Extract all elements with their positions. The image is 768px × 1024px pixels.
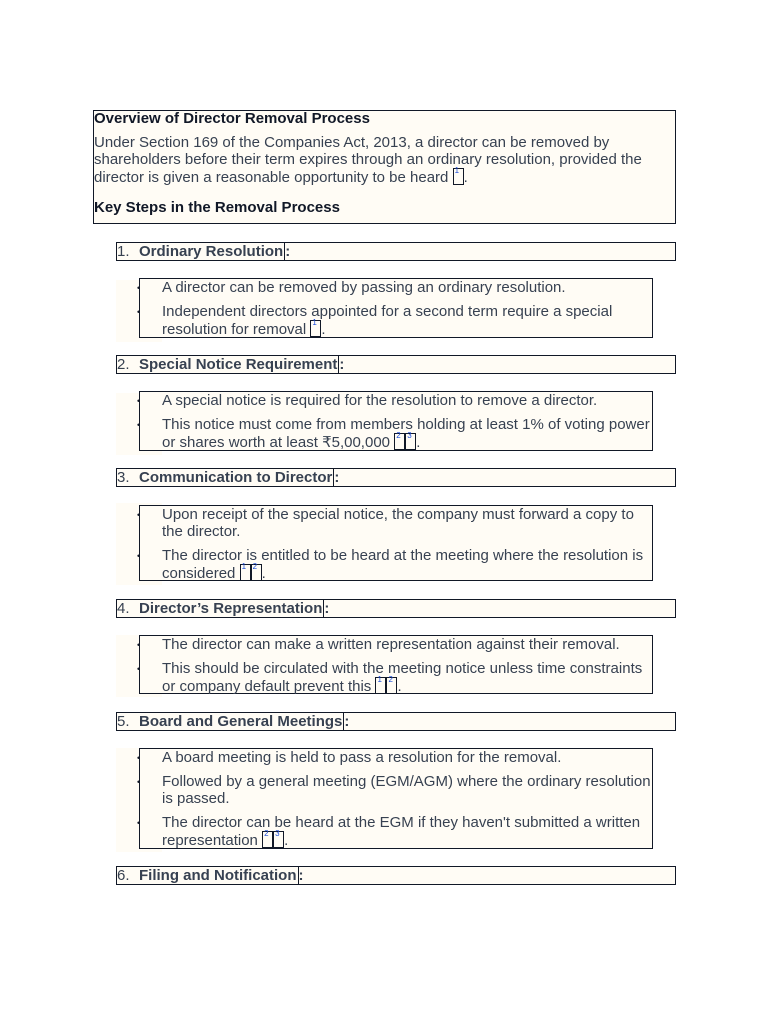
step-5 — [116, 712, 676, 731]
steps-heading: Key Steps in the Removal Process — [94, 199, 340, 216]
citation-link[interactable]: 3 — [273, 831, 284, 848]
step-header — [116, 468, 676, 487]
bullet-item: • A special notice is required for the resolution to remove a director. — [140, 392, 652, 409]
step-1-bullets — [139, 278, 653, 338]
document — [93, 110, 676, 884]
citation-link[interactable]: 1 — [375, 677, 386, 694]
step-number: 6. — [117, 867, 130, 884]
step-number: 1. — [117, 243, 130, 260]
step-2-bullets — [139, 391, 653, 451]
step-4 — [116, 599, 676, 618]
step-number: 5. — [117, 713, 130, 730]
bullet-item: • This notice must come from members holding at least 1% of voting power or shares worth at least ₹5,00,000 2 3 . — [140, 416, 652, 451]
step-title: Ordinary Resolution : — [139, 243, 291, 260]
step-title: Filing and Notification : — [139, 867, 304, 884]
step-header — [116, 242, 676, 261]
step-6 — [116, 866, 676, 885]
bullet-item: • A director can be removed by passing an ordinary resolution. — [140, 279, 652, 296]
citation-link[interactable]: 2 — [251, 564, 262, 581]
citation-link[interactable]: 1 — [453, 168, 464, 185]
citation-link[interactable]: 2 — [386, 677, 397, 694]
step-title: Communication to Director : — [139, 469, 340, 486]
step-header — [116, 866, 676, 885]
bullet-item: • Independent directors appointed for a second term require a special resolution for removal 1 . — [140, 303, 652, 338]
step-header — [116, 599, 676, 618]
overview-intro: Under Section 169 of the Companies Act, 2013, a director can be removed by shareholders before their term expires through an ordinary resolution, provided the director is given a reasonable opportunity to be heard 1 . — [94, 134, 642, 186]
citation-link[interactable]: 2 — [262, 831, 273, 848]
bullet-item: • Upon receipt of the special notice, the company must forward a copy to the director. — [140, 506, 652, 540]
overview-intro-text: Under Section 169 of the Companies Act, 2013, a director can be removed by shareholders before their term expires through an ordinary resolution, provided the director is given a reasonable opportunity to be heard — [94, 134, 642, 186]
step-5-bullets — [139, 748, 653, 849]
step-header — [116, 355, 676, 374]
overview-section — [93, 110, 676, 224]
step-3-bullets — [139, 505, 653, 581]
citation-link[interactable]: 3 — [405, 433, 416, 450]
step-3 — [116, 468, 676, 487]
bullet-item: • The director can be heard at the EGM if they haven't submitted a written representation 2 3 . — [140, 814, 652, 849]
overview-title: Overview of Director Removal Process — [94, 110, 370, 127]
step-header — [116, 712, 676, 731]
step-4-bullets — [139, 635, 653, 694]
bullet-item: • The director is entitled to be heard at the meeting where the resolution is considered 1 2 . — [140, 547, 652, 582]
step-number: 3. — [117, 469, 130, 486]
step-number: 2. — [117, 356, 130, 373]
step-title: Board and General Meetings : — [139, 713, 350, 730]
step-1 — [116, 242, 676, 261]
bullet-item: • Followed by a general meeting (EGM/AGM) where the ordinary resolution is passed. — [140, 773, 652, 807]
step-title: Special Notice Requirement : — [139, 356, 345, 373]
step-number: 4. — [117, 600, 130, 617]
citation-link[interactable]: 1 — [240, 564, 251, 581]
bullet-item: • The director can make a written representation against their removal. — [140, 636, 652, 653]
citation-link[interactable]: 1 — [310, 320, 321, 337]
step-title: Director’s Representation : — [139, 600, 330, 617]
step-2 — [116, 355, 676, 374]
bullet-item: • This should be circulated with the meeting notice unless time constraints or company default prevent this 1 2 . — [140, 660, 652, 695]
citation-link[interactable]: 2 — [394, 433, 405, 450]
bullet-item: • A board meeting is held to pass a resolution for the removal. — [140, 749, 652, 766]
